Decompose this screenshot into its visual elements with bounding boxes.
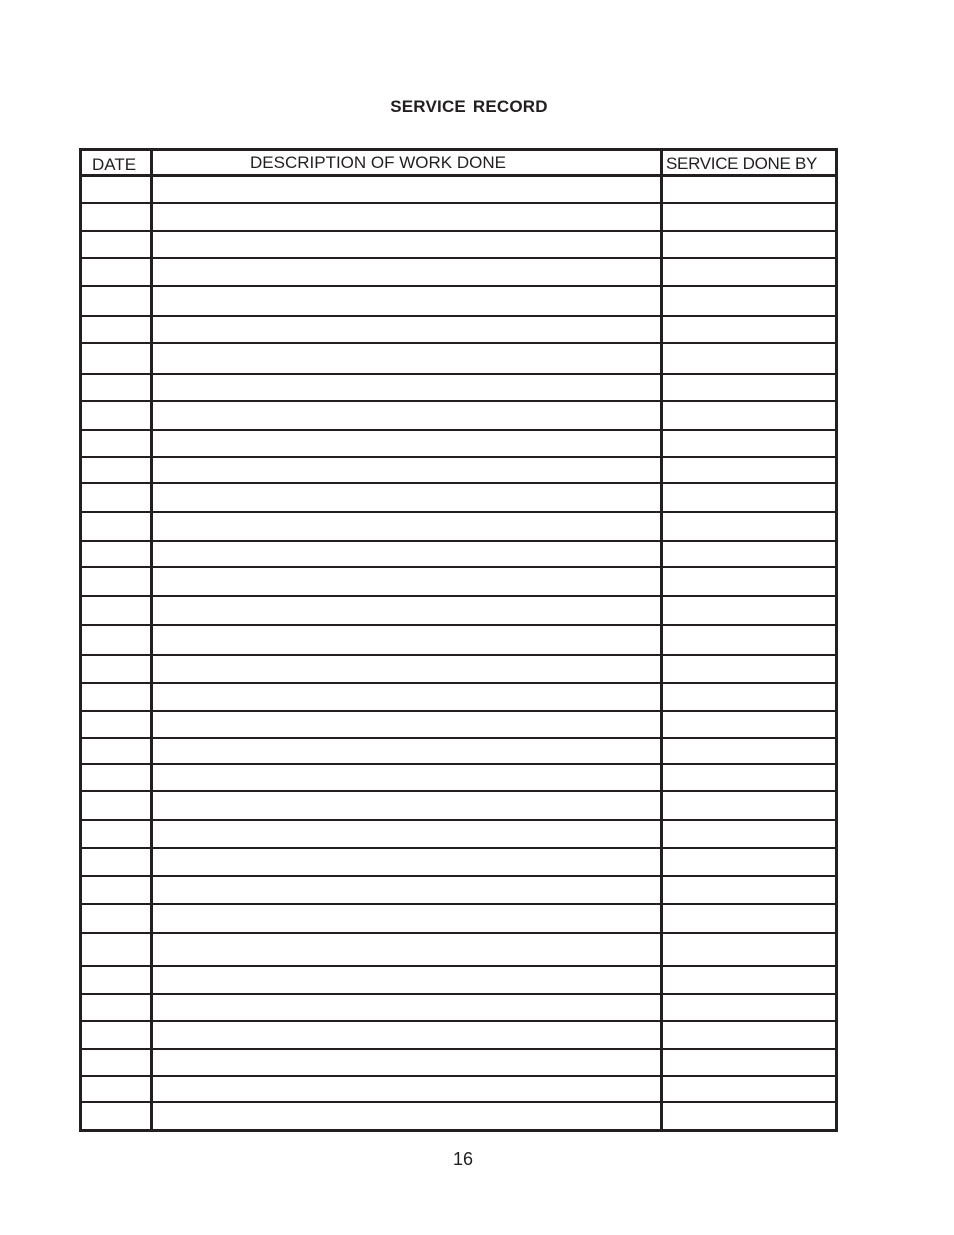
- row-divider: [82, 993, 835, 995]
- row-divider: [82, 903, 835, 905]
- header-row-divider: [82, 174, 835, 177]
- column-divider-date: [150, 151, 153, 1129]
- row-divider: [82, 373, 835, 375]
- row-divider: [82, 1020, 835, 1022]
- row-divider: [82, 654, 835, 656]
- row-divider: [82, 790, 835, 792]
- column-header-date: DATE: [92, 155, 137, 174]
- row-divider: [82, 257, 835, 259]
- row-divider: [82, 1075, 835, 1077]
- row-divider: [82, 763, 835, 765]
- row-divider: [82, 1048, 835, 1050]
- row-divider: [82, 624, 835, 626]
- row-divider: [82, 482, 835, 484]
- row-divider: [82, 932, 835, 934]
- row-divider: [82, 847, 835, 849]
- row-divider: [82, 342, 835, 344]
- column-divider-description: [660, 151, 663, 1129]
- column-header-service-done-by: SERVICE DONE BY: [666, 154, 818, 173]
- row-divider: [82, 400, 835, 402]
- column-header-description: DESCRIPTION OF WORK DONE: [250, 153, 506, 172]
- row-divider: [82, 737, 835, 739]
- row-divider: [82, 456, 835, 458]
- row-divider: [82, 202, 835, 204]
- row-divider: [82, 1101, 835, 1103]
- row-divider: [82, 710, 835, 712]
- row-divider: [82, 965, 835, 967]
- row-divider: [82, 315, 835, 317]
- page-title: SERVICE RECORD: [390, 97, 548, 116]
- service-record-table: [79, 148, 838, 1132]
- row-divider: [82, 566, 835, 568]
- page-number: 16: [452, 1149, 474, 1169]
- row-divider: [82, 875, 835, 877]
- row-divider: [82, 285, 835, 287]
- row-divider: [82, 511, 835, 513]
- row-divider: [82, 230, 835, 232]
- row-divider: [82, 540, 835, 542]
- row-divider: [82, 429, 835, 431]
- row-divider: [82, 682, 835, 684]
- row-divider: [82, 595, 835, 597]
- row-divider: [82, 819, 835, 821]
